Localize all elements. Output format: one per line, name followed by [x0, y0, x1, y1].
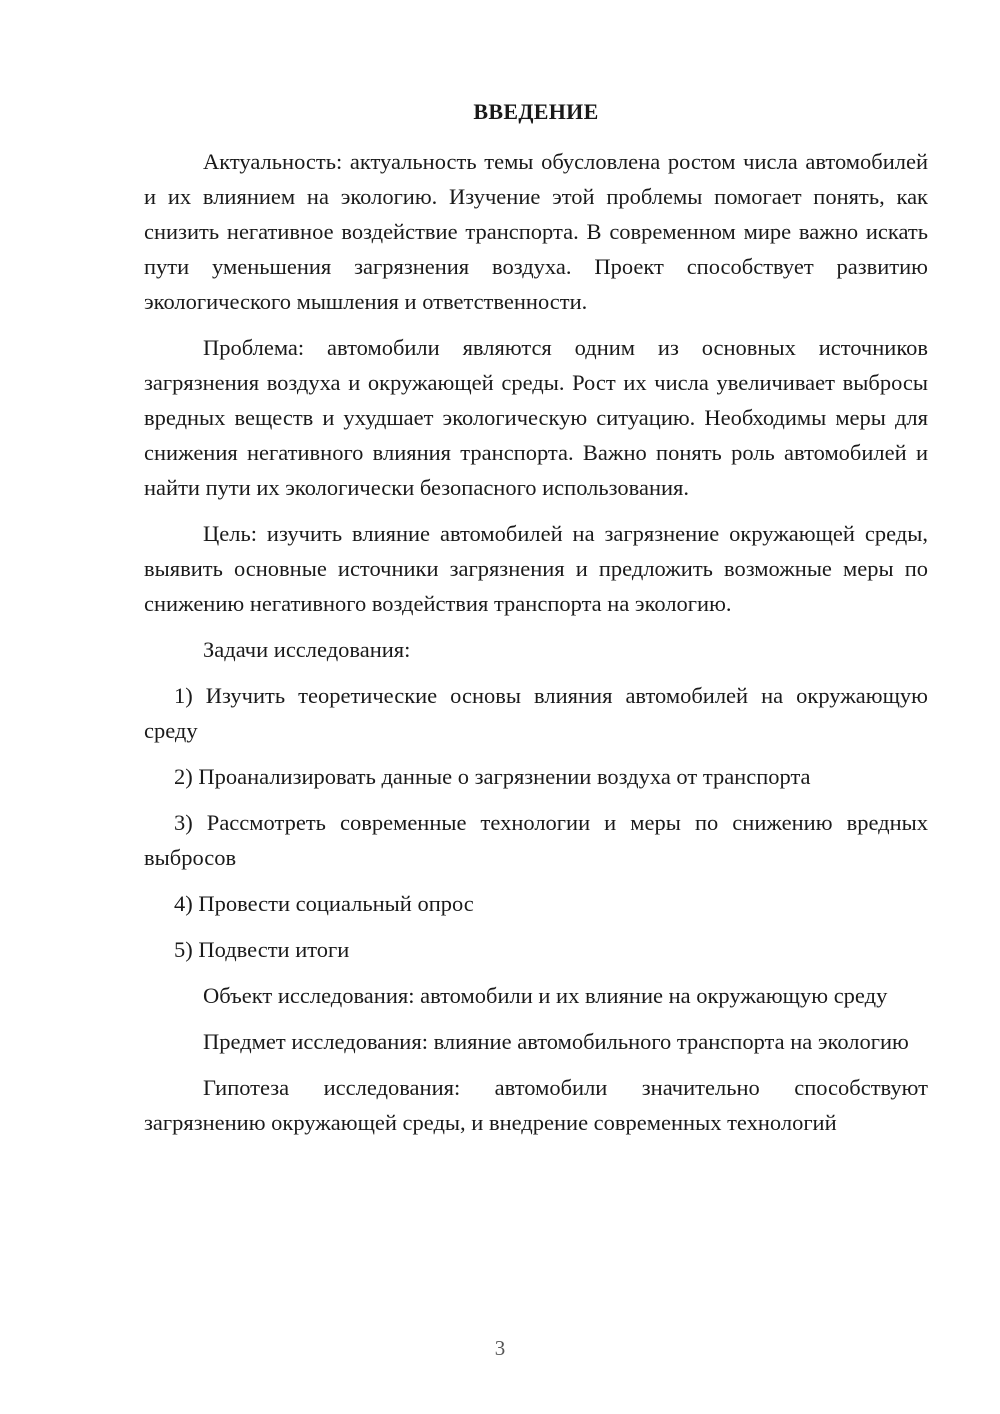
task-item-4: 4) Провести социальный опрос: [174, 891, 474, 916]
task-item-3: 3) Рассмотреть современные технологии и меры по снижению вредных выбросов: [144, 810, 928, 870]
document-body: [144, 94, 928, 1151]
task-item-1: 1) Изучить теоретические основы влияния автомобилей на окружающую среду: [144, 683, 928, 743]
task-item-2: 2) Проанализировать данные о загрязнении воздуха от транспорта: [174, 764, 811, 789]
paragraph-problem: Проблема: автомобили являются одним из основных источников загрязнения воздуха и окружающей среды. Рост их числа увеличивает выбросы вредных веществ и ухудшает экологическую ситуацию. Необходимы меры для снижения негативного влияния транспорта. Важно понять роль автомобилей и найти пути их экологически безопасного использования.: [144, 335, 928, 500]
paragraph-hypothesis: Гипотеза исследования: автомобили значительно способствуют загрязнению окружающей среды, и внедрение современных технологий: [144, 1075, 928, 1135]
paragraph-subject: Предмет исследования: влияние автомобильного транспорта на экологию: [203, 1029, 909, 1054]
page-title: ВВЕДЕНИЕ: [473, 99, 599, 124]
paragraph-relevance: Актуальность: актуальность темы обусловлена ростом числа автомобилей и их влиянием на экологию. Изучение этой проблемы помогает понять, как снизить негативное воздействие транспорта. В современном мире важно искать пути уменьшения загрязнения воздуха. Проект способствует развитию экологического мышления и ответственности.: [144, 149, 928, 314]
task-item-5: 5) Подвести итоги: [174, 937, 350, 962]
paragraph-tasks-heading: Задачи исследования:: [203, 637, 411, 662]
page-number: 3: [494, 1336, 506, 1360]
paragraph-object: Объект исследования: автомобили и их влияние на окружающую среду: [203, 983, 888, 1008]
paragraph-goal: Цель: изучить влияние автомобилей на загрязнение окружающей среды, выявить основные источники загрязнения и предложить возможные меры по снижению негативного воздействия транспорта на экологию.: [144, 521, 928, 616]
